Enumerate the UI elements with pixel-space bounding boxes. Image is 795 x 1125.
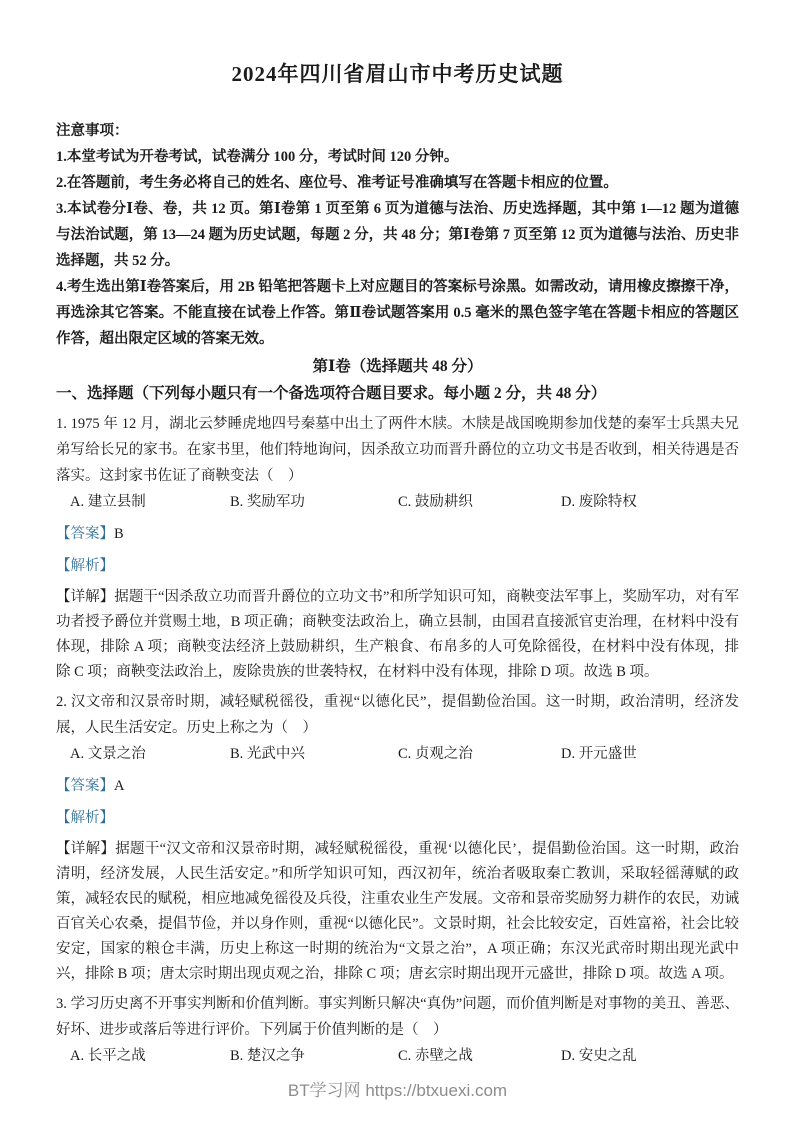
options-row [56,1043,739,1069]
answer-line [56,773,739,799]
analysis-line [56,805,739,831]
answer-label: 【答案】 [56,526,114,542]
option-a: A. 长平之战 [70,1048,146,1064]
answer-value: B [114,526,124,542]
watermark: BT学习网 https://btxuexi.com [287,1081,508,1100]
answer-line [56,521,739,547]
analysis-label: 【解析】 [56,558,114,574]
notice-item-3: 3.本试卷分Ⅰ卷、卷，共 12 页。第Ⅰ卷第 1 页至第 6 页为道德与法治、历史选择题，其中第 1—12 题为道德与法治试题，第 13—24 题为历史试题，每题 2 分，共 48 分；第Ⅰ卷第 7 页至第 12 页为道德与法治、历史非选择题，共 52 分。 [56,201,739,269]
options-row [56,741,739,767]
question-block-3 [56,991,739,1069]
volume-title: 第Ⅰ卷（选择题共 48 分） [312,358,483,375]
option-d: D. 废除特权 [561,494,637,510]
notice-item-2: 2.在答题前，考生务必将自己的姓名、座位号、准考证号准确填写在答题卡相应的位置。 [56,175,618,191]
notice-item-4: 4.考生选出第Ⅰ卷答案后，用 2B 铅笔把答题卡上对应题目的答案标号涂黑。如需改动，请用橡皮擦擦干净，再选涂其它答案。不能直接在试卷上作答。第Ⅱ卷试题答案用 0.5 毫米的黑色签字笔在答题卡相应的答题区作答，超出限定区域的答案无效。 [56,279,739,347]
detail-paragraph: 【详解】据题干“因杀敌立功而晋升爵位的立功文书”和所学知识可知，商鞅变法军事上，奖励军功，对有军功者授予爵位并赏赐土地，B 项正确；商鞅变法政治上，确立县制，由国君直接派官吏治理，在材料中没有体现，排除 A 项；商鞅变法经济上鼓励耕织，生产粮食、布帛多的人可免除徭役，在材料中没有体现，排除 C 项；商鞅变法政治上，废除贵族的世袭特权，在材料中没有体现，排除 D 项。故选 B 项。 [56,589,739,680]
answer-value: A [114,778,125,794]
option-c: C. 贞观之治 [398,746,473,762]
question-stem: 1. 1975 年 12 月，湖北云梦睡虎地四号秦墓中出土了两件木牍。木牍是战国晚期参加伐楚的秦军士兵黑夫兄弟写给长兄的家书。在家书里，他们特地询问，因杀敌立功而晋升爵位的立功文书是否收到，相关待遇是否落实。这封家书佐证了商鞅变法（ ） [56,416,739,484]
question-block-1 [56,411,739,685]
option-b: B. 奖励军功 [230,494,305,510]
answer-label: 【答案】 [56,778,114,794]
options-row [56,489,739,515]
option-c: C. 鼓励耕织 [398,494,473,510]
option-b: B. 光武中兴 [230,746,305,762]
option-a: A. 建立县制 [70,494,146,510]
option-b: B. 楚汉之争 [230,1048,305,1064]
notice-section [56,118,739,352]
option-a: A. 文景之治 [70,746,146,762]
notice-item-1: 1.本堂考试为开卷考试，试卷满分 100 分，考试时间 120 分钟。 [56,149,459,165]
analysis-line [56,553,739,579]
option-d: D. 开元盛世 [561,746,637,762]
option-d: D. 安史之乱 [561,1048,637,1064]
option-c: C. 赤壁之战 [398,1048,473,1064]
question-block-2 [56,689,739,987]
section-title: 一、选择题（下列每小题只有一个备选项符合题目要求。每小题 2 分，共 48 分） [56,385,607,402]
detail-paragraph: 【详解】据题干“汉文帝和汉景帝时期，减轻赋税徭役，重视‘以德化民’，提倡勤俭治国。这一时期，政治清明，经济发展，人民生活安定。”和所学知识可知，西汉初年，统治者吸取秦亡教训，采取轻徭薄赋的政策，减轻农民的赋税，相应地减免徭役及兵役，注重农业生产发展。文帝和景帝奖励努力耕作的农民，劝诫百官关心农桑，提倡节俭，并以身作则，重视“以德化民”。文景时期，社会比较安定，百姓富裕，社会比较安定，国家的粮仓丰满，历史上称这一时期的统治为“文景之治”，A 项正确；东汉光武帝时期出现光武中兴，排除 B 项；唐太宗时期出现贞观之治，排除 C 项；唐玄宗时期出现开元盛世，排除 D 项。故选 A 项。 [56,841,739,982]
question-stem: 2. 汉文帝和汉景帝时期，减轻赋税徭役，重视“以德化民”，提倡勤俭治国。这一时期，政治清明，经济发展，人民生活安定。历史上称之为（ ） [56,694,739,736]
question-stem: 3. 学习历史离不开事实判断和价值判断。事实判断只解决“真伪”问题，而价值判断是对事物的美丑、善恶、好坏、进步或落后等进行评价。下列属于价值判断的是（ ） [56,996,739,1038]
notice-heading: 注意事项： [56,123,129,139]
page-title: 2024年四川省眉山市中考历史试题 [231,62,564,86]
analysis-label: 【解析】 [56,810,114,826]
